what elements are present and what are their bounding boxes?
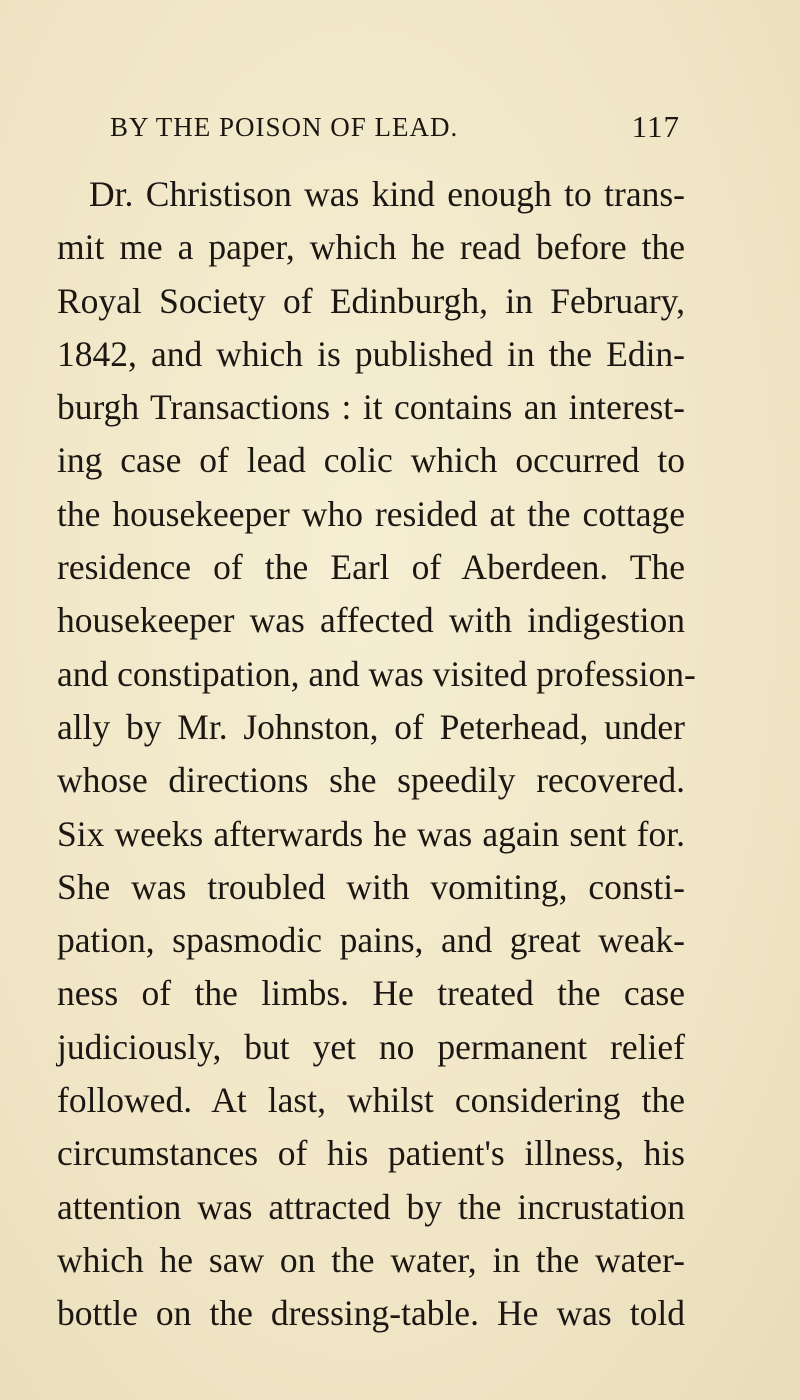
text-line: Dr. Christison was kind enough to trans- xyxy=(89,174,685,214)
text-line: circumstances of his patient's illness, his xyxy=(57,1133,685,1174)
text-line: whose directions she speedily recovered. xyxy=(57,760,685,801)
text-line: ally by Mr. Johnston, of Peterhead, under xyxy=(57,706,685,747)
text-line: mit me a paper, which he read before the xyxy=(57,227,685,268)
text-line: judiciously, but yet no permanent relief xyxy=(57,1026,685,1067)
text-line: followed. At last, whilst considering the xyxy=(57,1080,685,1121)
running-head xyxy=(110,109,680,152)
text-line: the housekeeper who resided at the cottage xyxy=(57,493,685,534)
text-line: Royal Society of Edinburgh, in February, xyxy=(57,280,685,321)
text-line: pation, spasmodic pains, and great weak- xyxy=(57,920,685,961)
running-head-title: BY THE POISON OF LEAD. xyxy=(110,112,459,142)
page-number: 117 xyxy=(631,109,680,144)
text-line: 1842, and which is published in the Edin- xyxy=(57,333,685,374)
text-line: ness of the limbs. He treated the case xyxy=(57,973,685,1014)
text-line: ing case of lead colic which occurred to xyxy=(57,440,685,481)
text-line: She was troubled with vomiting, consti- xyxy=(57,866,685,907)
text-line: burgh Transactions : it contains an interest- xyxy=(57,387,685,428)
text-line: and constipation, and was visited profession- xyxy=(57,653,696,694)
text-line: Six weeks afterwards he was again sent for. xyxy=(57,813,685,854)
body-text xyxy=(57,168,696,1341)
text-line: bottle on the dressing-table. He was told xyxy=(57,1293,685,1334)
text-line: attention was attracted by the incrustation xyxy=(57,1186,685,1227)
text-line: residence of the Earl of Aberdeen. The xyxy=(57,547,685,588)
text-line: which he saw on the water, in the water- xyxy=(57,1239,685,1280)
text-line: housekeeper was affected with indigestion xyxy=(57,600,685,641)
